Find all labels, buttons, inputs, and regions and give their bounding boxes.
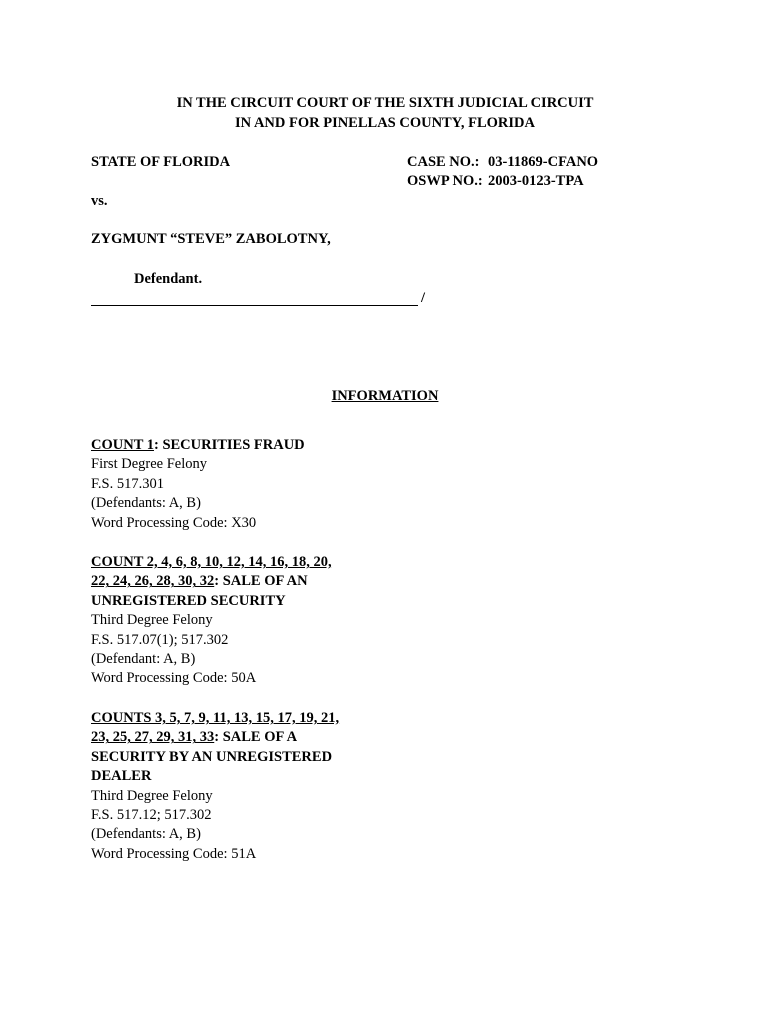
case-number-label: CASE NO.:: [407, 154, 480, 170]
count-heading-line: DEALER: [91, 768, 152, 785]
count-heading-line: UNREGISTERED SECURITY: [91, 592, 286, 609]
caption-slash: /: [421, 290, 426, 306]
count-line: (Defendants: A, B): [91, 495, 201, 512]
count-line: F.S. 517.07(1); 517.302: [91, 631, 229, 648]
count-line: F.S. 517.12; 517.302: [91, 807, 212, 824]
count-line: (Defendant: A, B): [91, 651, 196, 668]
count-heading-line: [91, 709, 391, 728]
count-line: Third Degree Felony: [91, 787, 213, 804]
count-heading-line: [91, 572, 391, 591]
oswp-number-value: 2003-0123-TPA: [488, 173, 584, 189]
count-heading-underlined: COUNT 1: [91, 437, 154, 453]
count-block: [91, 709, 391, 864]
count-heading-underlined: COUNT 2, 4, 6, 8, 10, 12, 14, 16, 18, 20,: [91, 554, 332, 570]
defendant-label: Defendant.: [134, 271, 203, 287]
count-line: (Defendants: A, B): [91, 826, 201, 843]
court-heading-line2: IN AND FOR PINELLAS COUNTY, FLORIDA: [235, 115, 535, 131]
count-line: Word Processing Code: X30: [91, 514, 257, 531]
count-heading-rest: : SALE OF AN: [214, 573, 308, 590]
count-heading-rest: : SECURITIES FRAUD: [153, 437, 305, 453]
plaintiff-name: STATE OF FLORIDA: [91, 154, 231, 170]
count-block: [91, 553, 391, 689]
count-line: Third Degree Felony: [91, 612, 213, 629]
count-line: Word Processing Code: 51A: [91, 845, 257, 862]
count-heading: [91, 436, 391, 455]
count-block: [91, 436, 391, 533]
count-line: First Degree Felony: [91, 456, 207, 473]
count-heading-underlined: 22, 24, 26, 28, 30, 32: [91, 573, 215, 590]
defendant-name: ZYGMUNT “STEVE” ZABOLOTNY,: [91, 231, 331, 247]
count-line: F.S. 517.301: [91, 475, 164, 492]
count-line: Word Processing Code: 50A: [91, 670, 257, 687]
count-heading-rest: : SALE OF A: [214, 729, 298, 746]
document-title: INFORMATION: [331, 388, 439, 404]
count-heading-line: [91, 553, 391, 572]
count-heading-underlined: 23, 25, 27, 29, 31, 33: [91, 729, 215, 746]
count-heading-line: SECURITY BY AN UNREGISTERED: [91, 748, 333, 765]
caption-divider-line: [91, 305, 418, 306]
case-number-value: 03-11869-CFANO: [488, 154, 599, 170]
count-heading-line: [91, 728, 391, 747]
count-heading-underlined: COUNTS 3, 5, 7, 9, 11, 13, 15, 17, 19, 21,: [91, 710, 340, 726]
versus-text: vs.: [91, 193, 108, 209]
court-heading-line1: IN THE CIRCUIT COURT OF THE SIXTH JUDICIAL CIRCUIT: [176, 95, 594, 111]
oswp-number-label: OSWP NO.:: [407, 173, 483, 189]
